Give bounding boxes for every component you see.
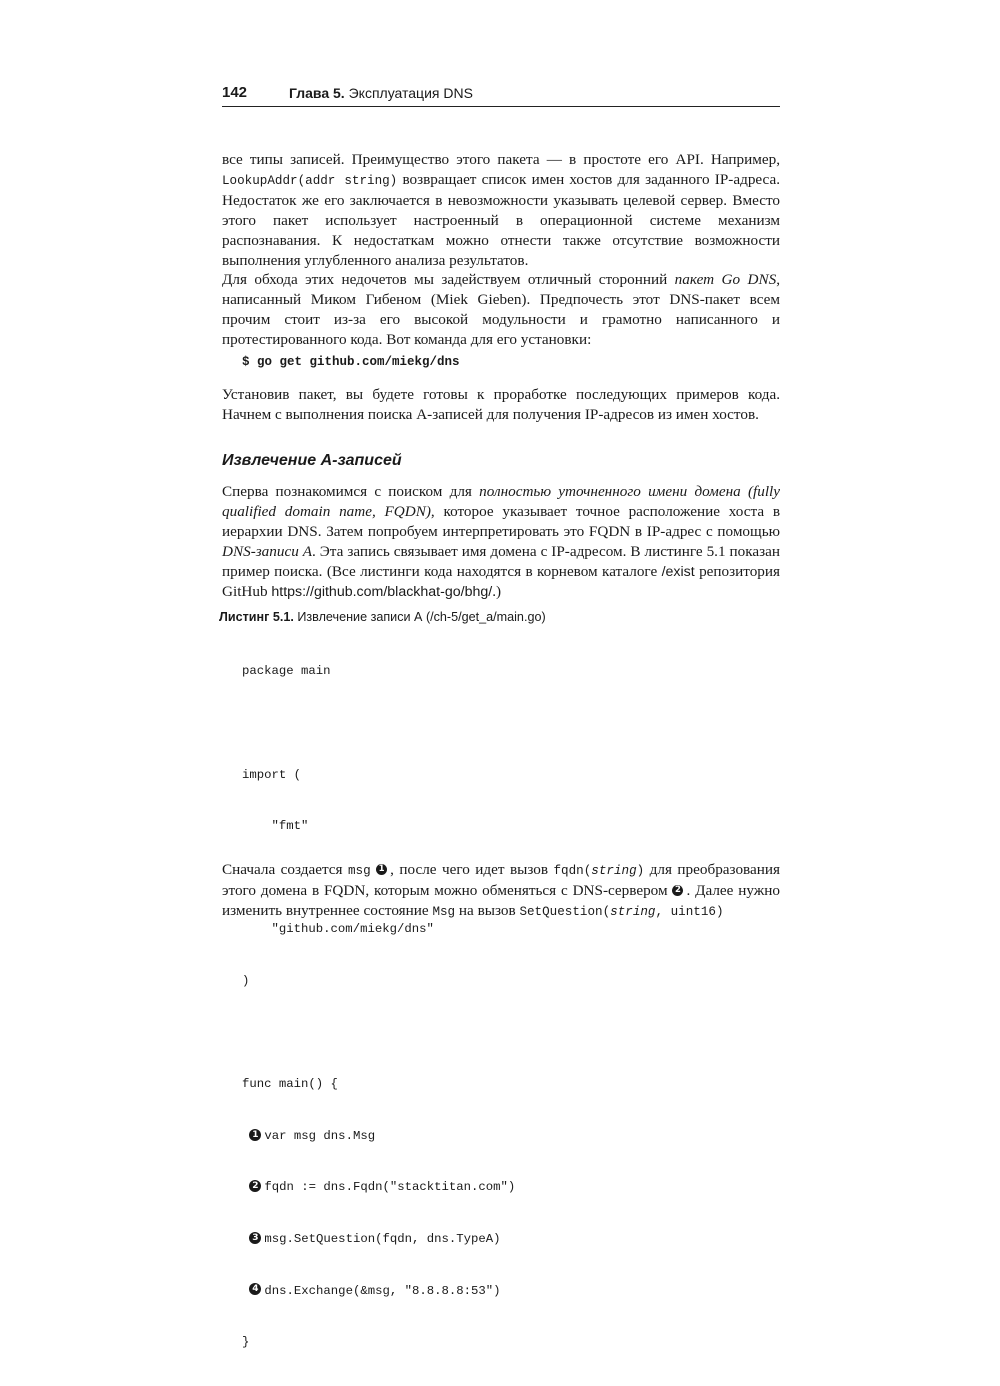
code-line: func main() { [242, 1077, 338, 1092]
path-text: /exist [661, 564, 695, 580]
paragraph-1 [222, 150, 780, 271]
code-text: fqdn := dns.Fqdn("stacktitan.com") [264, 1180, 516, 1195]
code-line: import ( [242, 767, 302, 782]
code-param: string [610, 905, 656, 919]
code-text: fqdn( [553, 864, 592, 878]
paragraph-text: репозитория GitHub [222, 563, 781, 600]
page-number: 142 [222, 84, 248, 101]
paragraph-3: Установив пакет, вы будете готовы к проработке последующих примеров кода. Начнем с выполнения поиска А-записей для получения IP-адресов из имен хостов. [222, 386, 780, 423]
code-text: msg.SetQuestion(fqdn, dns.TypeA) [264, 1231, 501, 1246]
paragraph-text: , написанный Миком Гибеном (Miek Gieben). Предпочесть этот DNS-пакет всем прочим стоит из-за его высокой модульности и грамотно написанного и протестированного кода. Вот команда для его установки: [222, 271, 780, 348]
paragraph-text: для преобразования этого домена в FQDN, которым можно обменяться с DNS-сервером [222, 861, 781, 899]
repo-url: https://github.com/blackhat-go/bhg/ [271, 584, 493, 600]
inline-code: Msg [432, 905, 456, 919]
paragraph-text: . Эта запись связывает имя домена с IP-адресом. В листинге 5.1 показан пример поиска. (Все листинги кода находятся в корневом каталоге [222, 543, 780, 580]
callout-marker-icon: 2 [672, 885, 683, 896]
paragraph-5 [222, 860, 780, 922]
code-line: ) [242, 973, 250, 988]
paragraph-text: , которое указывает точное расположение хоста в иерархии DNS. Затем попробуем интерпретировать это FQDN в IP-адрес с помощью [222, 503, 780, 540]
listing-caption [219, 610, 546, 624]
inline-code [554, 864, 645, 878]
inline-code: LookupAddr(addr string) [222, 174, 398, 188]
chapter-title: Эксплуатация DNS [348, 85, 473, 101]
code-listing [242, 629, 515, 1386]
code-text: var msg dns.Msg [264, 1128, 376, 1143]
code-line: "github.com/miekg/dns" [242, 922, 434, 937]
emphasis: пакет Go DNS [674, 271, 777, 288]
code-text: SetQuestion( [519, 905, 611, 919]
code-line: } [242, 1335, 250, 1350]
callout-marker-icon: 2 [249, 1180, 261, 1192]
install-command: $ go get github.com/miekg/dns [242, 355, 460, 369]
listing-label: Листинг 5.1. [219, 610, 294, 624]
paragraph-4 [222, 482, 780, 602]
code-line-marked [242, 1283, 515, 1300]
code-line-marked [242, 1179, 515, 1196]
paragraph-text: .) [492, 583, 502, 600]
paragraph-2 [222, 270, 780, 350]
inline-code: msg [347, 864, 371, 878]
emphasis: DNS-записи A [222, 543, 313, 560]
book-page [219, 0, 781, 1350]
emphasis: полностью уточненного имени домена (fully qualified domain name, FQDN) [222, 483, 780, 520]
code-text: , uint16) [655, 905, 724, 919]
code-line-marked [242, 1231, 515, 1248]
paragraph-text: на вызов [455, 902, 520, 919]
code-text: ) [636, 864, 645, 878]
chapter-label: Глава 5. [289, 85, 345, 101]
paragraph-text: возвращает список имен хостов для заданного IP-адреса. Недостаток же его заключается в невозможности указывать целевой сервер. Вместо этого пакет использует настроенный в операционной системе механизм распознавания. К недостаткам можно отнести также отсутствие возможности выполнения углубленного анализа результатов. [222, 171, 780, 269]
paragraph-text: Сперва познакомимся с поиском для [222, 483, 480, 500]
code-text: dns.Exchange(&msg, "8.8.8.8:53") [264, 1283, 501, 1298]
callout-marker-icon: 4 [249, 1283, 261, 1295]
page-header [222, 84, 780, 106]
paragraph-text: , после чего идет вызов [390, 861, 554, 878]
paragraph-text: Для обхода этих недочетов мы задействуем отличный сторонний [222, 271, 675, 288]
running-head [289, 85, 473, 101]
callout-marker-icon: 1 [249, 1129, 261, 1141]
header-rule [222, 106, 780, 107]
code-line: "fmt" [242, 819, 309, 834]
listing-title: Извлечение записи А (/ch-5/get_a/main.go) [293, 610, 546, 624]
code-line [242, 1025, 515, 1042]
callout-marker-icon: 3 [249, 1232, 261, 1244]
paragraph-text: все типы записей. Преимущество этого пакета — в простоте его API. Например, [222, 151, 780, 168]
code-line-marked [242, 1128, 515, 1145]
callout-marker-icon: 1 [376, 864, 387, 875]
code-param: string [591, 864, 637, 878]
paragraph-text: . Далее нужно изменить внутреннее состояние [222, 882, 781, 919]
code-line [242, 715, 515, 732]
section-heading: Извлечение А-записей [222, 452, 402, 469]
code-line: package main [242, 664, 331, 679]
paragraph-text: Сначала создается [222, 861, 348, 878]
inline-code [519, 905, 723, 919]
